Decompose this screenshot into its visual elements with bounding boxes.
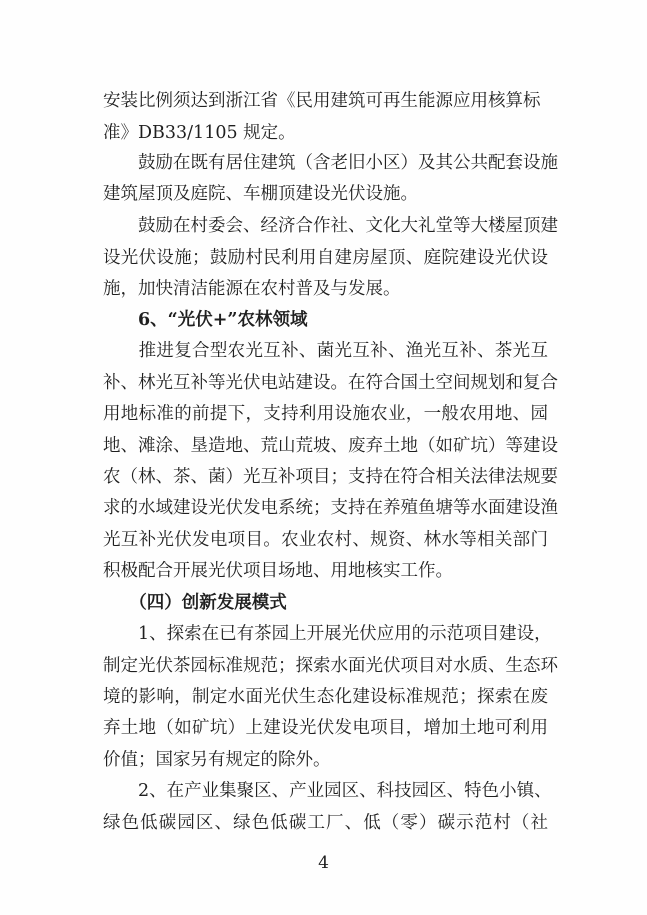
text-line: 建筑屋顶及庭院、车棚顶建设光伏设施。 xyxy=(103,184,418,204)
text-line: 设光伏设施；鼓励村民利用自建房屋顶、庭院建设光伏设 xyxy=(103,248,548,268)
text-line: 制定光伏茶园标准规范；探索水面光伏项目对水质、生态环 xyxy=(103,656,558,676)
text-line: 准》DB33/1105 规定。 xyxy=(103,123,296,143)
text-line: 补、林光互补等光伏电站建设。在符合国土空间规划和复合 xyxy=(103,373,558,393)
text-line: 鼓励在既有居住建筑（含老旧小区）及其公共配套设施 xyxy=(103,153,558,173)
text-line: 价值；国家另有规定的除外。 xyxy=(103,750,331,770)
text-line: 农（林、茶、菌）光互补项目；支持在符合相关法律法规要 xyxy=(103,467,558,487)
text-line: 光互补光伏发电项目。农业农村、规资、林水等相关部门 xyxy=(103,530,548,550)
text-line: 安装比例须达到浙江省《民用建筑可再生能源应用核算标 xyxy=(103,91,541,111)
text-line: 地、滩涂、垦造地、荒山荒坡、废弃土地（如矿坑）等建设 xyxy=(103,436,558,456)
text-line: 推进复合型农光互补、菌光互补、渔光互补、茶光互 xyxy=(103,341,548,361)
text-line: 1、探索在已有茶园上开展光伏应用的示范项目建设， xyxy=(103,624,552,644)
text-line: 弃土地（如矿坑）上建设光伏发电项目，增加土地可利用 xyxy=(103,718,548,738)
text-line: 绿色低碳园区、绿色低碳工厂、低（零）碳示范村（社 xyxy=(103,813,548,833)
text-line: 积极配合开展光伏项目场地、用地核实工作。 xyxy=(103,561,453,581)
text-line: 求的水域建设光伏发电系统；支持在养殖鱼塘等水面建设渔 xyxy=(103,498,558,518)
text-line: 鼓励在村委会、经济合作社、文化大礼堂等大楼屋顶建 xyxy=(103,216,558,236)
section-heading: （四）创新发展模式 xyxy=(103,593,287,613)
page-number: 4 xyxy=(318,853,329,873)
text-line: 境的影响，制定水面光伏生态化建设标准规范；探索在废 xyxy=(103,687,548,707)
section-heading: 6、“光伏+”农林领域 xyxy=(103,310,308,330)
text-line: 用地标准的前提下，支持利用设施农业，一般农用地、园 xyxy=(103,404,548,424)
text-line: 2、在产业集聚区、产业园区、科技园区、特色小镇、 xyxy=(103,781,552,801)
text-line: 施，加快清洁能源在农村普及与发展。 xyxy=(103,279,401,299)
